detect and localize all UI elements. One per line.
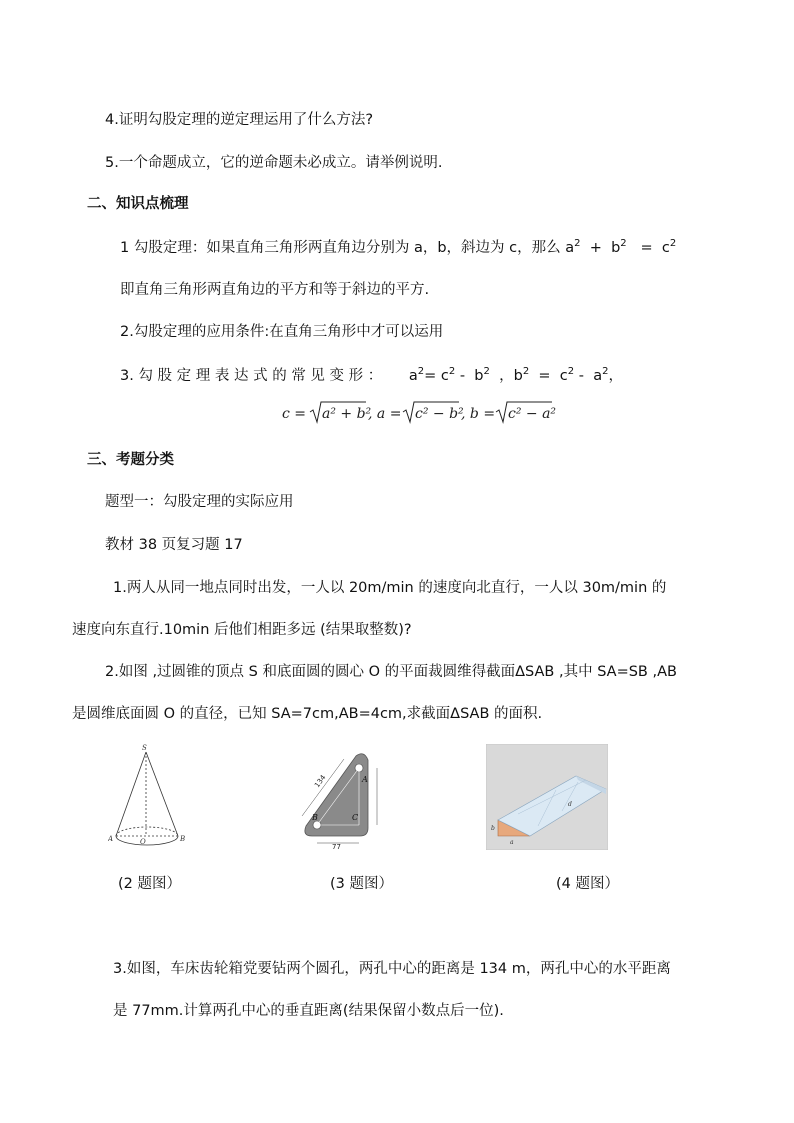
theorem-formula: $a^2 + b^2 = c^2$ xyxy=(565,238,677,256)
problem-1-line-2: 速度向东直行.10min 后他们相距多远 (结果取整数)? xyxy=(72,622,412,638)
question-type-1: 题型一：勾股定理的实际应用 xyxy=(105,494,294,510)
svg-text:a² + b²: a² + b² xyxy=(322,406,372,422)
plate-label-length: 134 xyxy=(313,773,328,790)
problem-3-line-1: 3.如图，车床齿轮箱党要钻两个圆孔，两孔中心的距离是 134 m，两孔中心的水平距离 xyxy=(113,961,671,977)
plate-label-width: 77 xyxy=(332,843,341,850)
root-formulas xyxy=(280,398,580,428)
cone-figure xyxy=(108,742,190,850)
question-5: 5.一个命题成立，它的逆命题未必成立。请举例说明. xyxy=(105,155,443,171)
textbook-source: 教材 38 页复习题 17 xyxy=(105,537,243,553)
svg-text:c =: c = xyxy=(282,406,307,422)
plate-label-c: C xyxy=(352,813,359,822)
section-heading-exam: 三、考题分类 xyxy=(87,452,174,468)
plate-label-b: B xyxy=(312,813,318,822)
problem-2-line-2: 是圆维底面圆 O 的直径，已知 SA=7cm,AB=4cm,求截面ΔSAB 的面积. xyxy=(72,706,543,722)
svg-text:c² − a²: c² − a² xyxy=(508,406,557,422)
theorem-item-1 xyxy=(120,236,676,257)
theorem-item-3 xyxy=(120,364,623,385)
question-4: 4.证明勾股定理的逆定理运用了什么方法? xyxy=(105,112,374,128)
figure-3-caption: (3 题图） xyxy=(330,876,393,892)
cone-label-b: B xyxy=(180,835,186,843)
ramp-label-b: b xyxy=(491,825,495,832)
problem-1-line-1: 1.两人从同一地点同时出发，一人以 20m/min 的速度向北直行，一人以 30m/min 的 xyxy=(113,580,667,596)
problem-2-line-1: 2.如图 ,过圆锥的顶点 S 和底面圆的圆心 O 的平面裁圆维得截面ΔSAB ,其中 SA=SB ,AB xyxy=(105,664,677,680)
plate-label-a: A xyxy=(362,775,368,784)
ramp-label-d: d xyxy=(568,801,572,808)
svg-text:c² − b²: c² − b² xyxy=(415,406,464,422)
theorem-item-1-text: 1 勾股定理：如果直角三角形两直角边分别为 a，b，斜边为 c，那么 xyxy=(120,240,561,256)
svg-text:, a =: , a = xyxy=(368,406,402,422)
ramp-photo-figure xyxy=(486,744,608,850)
svg-text:, b =: , b = xyxy=(461,406,496,422)
figure-4-caption: (4 题图） xyxy=(556,876,619,892)
figure-2-caption: (2 题图） xyxy=(118,876,181,892)
cone-label-a: A xyxy=(108,835,114,843)
problem-3-line-2: 是 77mm.计算两孔中心的垂直距离(结果保留小数点后一位). xyxy=(113,1003,504,1019)
gearbox-plate-figure xyxy=(298,746,388,850)
cone-label-s: S xyxy=(142,744,147,752)
cone-label-o: O xyxy=(140,838,146,846)
theorem-item-3-formulas: $a^2= c^2 - b^2$ ，$b^2 = c^2 - a^2$， xyxy=(408,366,623,384)
theorem-item-2: 2.勾股定理的应用条件:在直角三角形中才可以运用 xyxy=(120,324,444,340)
section-heading-knowledge: 二、知识点梳理 xyxy=(87,196,189,212)
ramp-label-a: a xyxy=(510,839,514,846)
theorem-item-3-label: 3. 勾 股 定 理 表 达 式 的 常 见 变 形 ： xyxy=(120,368,383,384)
theorem-item-1-explanation: 即直角三角形两直角边的平方和等于斜边的平方. xyxy=(120,282,430,298)
